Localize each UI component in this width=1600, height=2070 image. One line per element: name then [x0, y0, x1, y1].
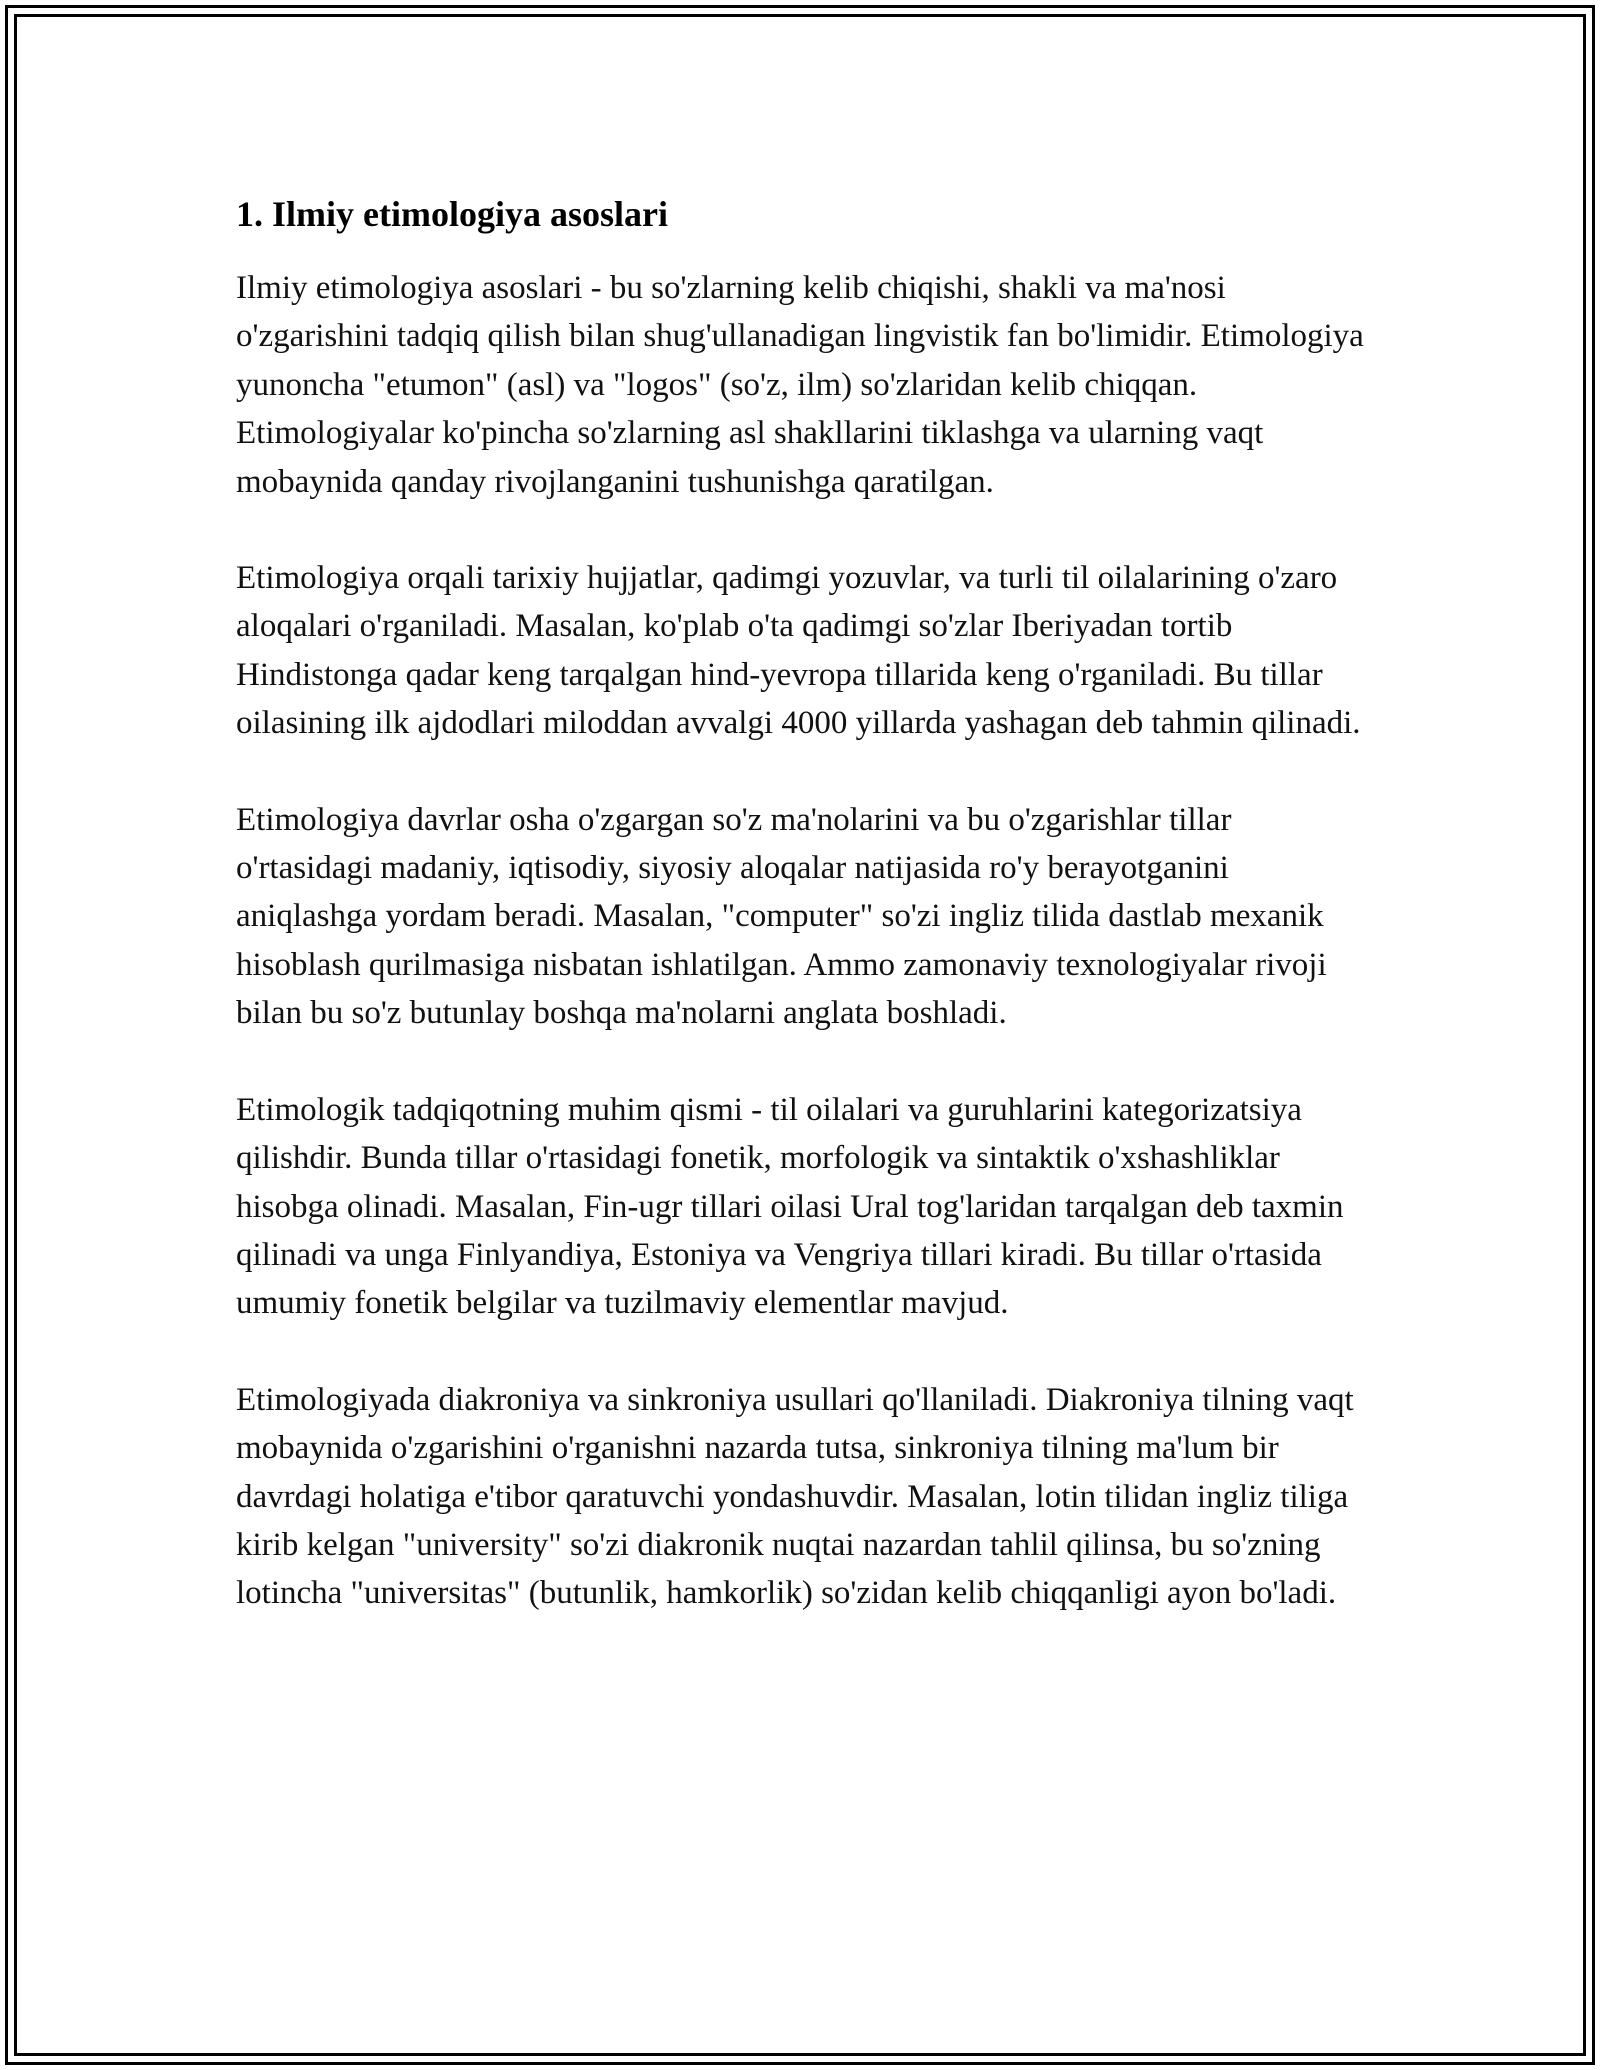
paragraph-5: Etimologiyada diakroniya va sinkroniya usullari qo'llaniladi. Diakroniya tilning vaqt mobaynida o'zgarishini o'rganishni nazarda tutsa, sinkroniya tilning ma'lum bir davrdagi holatiga e'tibor qaratuvchi yondashuvdir. Masalan, lotin tilidan ingliz tiliga kirib kelgan "university" so'zi diakronik nuqtai nazardan tahlil qilinsa, bu so'zning lotincha "universitas" (butunlik, hamkorlik) so'zidan kelib chiqqanligi ayon bo'ladi.: [236, 1381, 1354, 1612]
paragraph-3: Etimologiya davrlar osha o'zgargan so'z ma'nolarini va bu o'zgarishlar tillar o'rtasidagi madaniy, iqtisodiy, siyosiy aloqalar natijasida ro'y berayotganini aniqlashga yordam beradi. Masalan, "computer" so'zi ingliz tilida dastlab mexanik hisoblash qurilmasiga nisbatan ishlatilgan. Ammo zamonaviy texnologiyalar rivoji bilan bu so'z butunlay boshqa ma'nolarni anglata boshladi.: [236, 801, 1327, 1032]
document-body: [236, 186, 1366, 1618]
paragraph-2: Etimologiya orqali tarixiy hujjatlar, qadimgi yozuvlar, va turli til oilalarining o'zaro aloqalari o'rganiladi. Masalan, ko'plab o'ta qadimgi so'zlar Iberiyadan tortib Hindistonga qadar keng tarqalgan hind-yevropa tillarida keng o'rganiladi. Bu tillar oilasining ilk ajdodlari miloddan avvalgi 4000 yillarda yashagan deb tahmin qilinadi.: [236, 560, 1361, 742]
paragraph-4: Etimologik tadqiqotning muhim qismi - til oilalari va guruhlarini kategorizatsiya qilishdir. Bunda tillar o'rtasidagi fonetik, morfologik va sintaktik o'xshashliklar hisobga olinadi. Masalan, Fin-ugr tillari oilasi Ural tog'laridan tarqalgan deb taxmin qilinadi va unga Finlyandiya, Estoniya va Vengriya tillari kiradi. Bu tillar o'rtasida umumiy fonetik belgilar va tuzilmaviy elementlar mavjud.: [236, 1091, 1344, 1322]
paragraph-1: Ilmiy etimologiya asoslari - bu so'zlarning kelib chiqishi, shakli va ma'nosi o'zgarishini tadqiq qilish bilan shug'ullanadigan lingvistik fan bo'limidir. Etimologiya yunoncha "etumon" (asl) va "logos" (so'z, ilm) so'zlaridan kelib chiqqan. Etimologiyalar ko'pincha so'zlarning asl shakllarini tiklashga va ularning vaqt mobaynida qanday rivojlanganini tushunishga qaratilgan.: [236, 270, 1364, 500]
section-heading: 1. Ilmiy etimologiya asoslari: [236, 194, 668, 234]
